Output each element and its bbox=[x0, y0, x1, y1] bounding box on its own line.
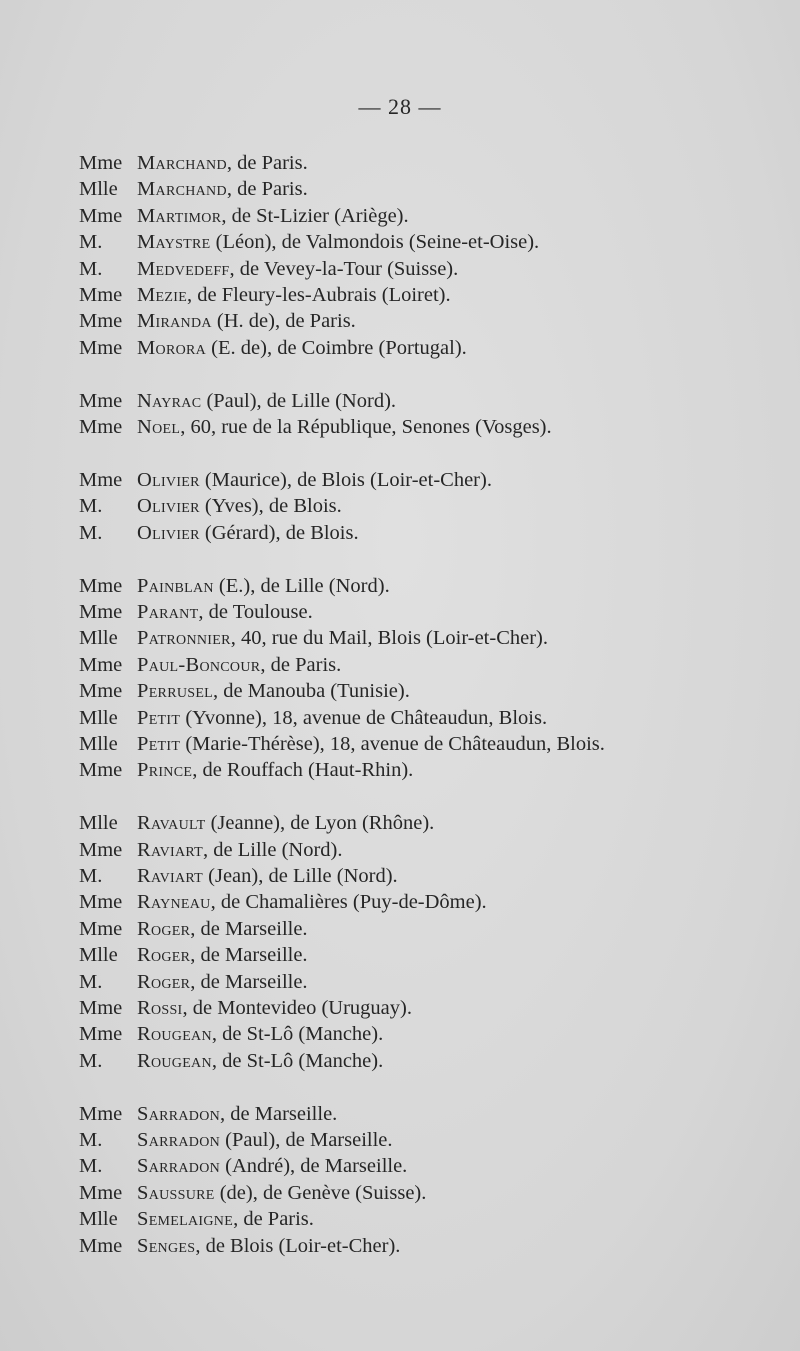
list-item bbox=[0, 388, 800, 414]
entry-group bbox=[0, 467, 800, 546]
entry-name: Morora bbox=[137, 336, 207, 359]
entry-details: (André), de Marseille. bbox=[220, 1155, 408, 1178]
entry-text bbox=[137, 308, 356, 334]
list-item bbox=[0, 1233, 800, 1259]
entry-details: , de Marseille. bbox=[190, 970, 308, 993]
entry-text bbox=[137, 335, 467, 361]
entry-title: Mme bbox=[79, 1023, 123, 1046]
list-item bbox=[0, 150, 800, 176]
list-item bbox=[0, 916, 800, 942]
entry-title: Mlle bbox=[79, 706, 118, 729]
entry-text bbox=[137, 625, 548, 651]
entry-title: Mme bbox=[79, 416, 123, 439]
entry-text bbox=[137, 176, 308, 202]
entry-title: Mme bbox=[79, 283, 123, 306]
list-item bbox=[0, 176, 800, 202]
entry-details: (H. de), de Paris. bbox=[211, 310, 356, 333]
entry-text bbox=[137, 467, 492, 493]
entry-text bbox=[137, 731, 605, 757]
entry-text bbox=[137, 942, 308, 968]
entry-name: Saussure bbox=[137, 1181, 215, 1204]
list-item bbox=[0, 308, 800, 334]
list-item bbox=[0, 203, 800, 229]
list-item bbox=[0, 573, 800, 599]
list-item bbox=[0, 942, 800, 968]
entry-text bbox=[137, 1048, 383, 1074]
entry-title: Mme bbox=[79, 310, 123, 333]
entry-name: Roger bbox=[137, 970, 191, 993]
entry-name: Raviart bbox=[137, 864, 204, 887]
entry-details: (Jeanne), de Lyon (Rhône). bbox=[205, 812, 435, 835]
entry-details: (E.), de Lille (Nord). bbox=[213, 574, 390, 597]
entry-text bbox=[137, 150, 308, 176]
entry-details: , de Blois (Loir-et-Cher). bbox=[195, 1234, 401, 1257]
entry-title: M. bbox=[79, 495, 103, 518]
entry-name: Petit bbox=[137, 732, 181, 755]
entry-title: M. bbox=[79, 257, 103, 280]
list-item bbox=[0, 1206, 800, 1232]
list-item bbox=[0, 837, 800, 863]
entry-name: Marchand bbox=[137, 152, 227, 174]
entry-details: , de Vevey-la-Tour (Suisse). bbox=[229, 257, 459, 280]
list-item bbox=[0, 467, 800, 493]
entry-name: Ravault bbox=[137, 812, 206, 835]
entry-title: Mme bbox=[79, 917, 123, 940]
list-item bbox=[0, 1048, 800, 1074]
entry-details: , de Paris. bbox=[226, 152, 308, 174]
entry-text bbox=[137, 969, 308, 995]
entry-details: , de Paris. bbox=[260, 653, 342, 676]
entry-name: Sarradon bbox=[137, 1129, 221, 1151]
entry-details: , de Marseille. bbox=[190, 944, 308, 967]
list-item bbox=[0, 625, 800, 651]
list-item bbox=[0, 599, 800, 625]
entry-name: Medvedeff bbox=[137, 257, 230, 280]
entry-name: Patronnier bbox=[137, 627, 231, 650]
entry-text bbox=[137, 916, 308, 942]
entry-text bbox=[137, 837, 342, 863]
page-number: — 28 — bbox=[358, 94, 442, 119]
entry-name: Semelaigne bbox=[137, 1208, 234, 1231]
entry-title: M. bbox=[79, 521, 103, 544]
list-item bbox=[0, 256, 800, 282]
entry-text bbox=[137, 414, 552, 440]
list-item bbox=[0, 229, 800, 255]
entry-title: Mme bbox=[79, 1234, 123, 1257]
entry-text bbox=[137, 203, 409, 229]
entry-text bbox=[137, 1180, 426, 1206]
entry-title: Mme bbox=[79, 680, 123, 703]
entry-text bbox=[137, 573, 390, 599]
entry-details: , de St-Lô (Manche). bbox=[211, 1049, 384, 1072]
entry-title: Mme bbox=[79, 574, 123, 597]
entry-title: Mlle bbox=[79, 178, 118, 201]
entry-title: Mlle bbox=[79, 1208, 118, 1231]
entry-details: (E. de), de Coimbre (Portugal). bbox=[206, 336, 467, 359]
entry-details: (de), de Genève (Suisse). bbox=[214, 1181, 427, 1204]
entry-name: Olivier bbox=[137, 495, 200, 518]
entry-name: Roger bbox=[137, 917, 191, 940]
entry-text bbox=[137, 1153, 407, 1179]
entry-name: Rougean bbox=[137, 1023, 212, 1046]
entry-title: M. bbox=[79, 231, 103, 254]
list-item bbox=[0, 335, 800, 361]
entry-name: Roger bbox=[137, 944, 191, 967]
entry-title: Mme bbox=[79, 336, 123, 359]
entry-title: M. bbox=[79, 1129, 103, 1151]
list-item bbox=[0, 652, 800, 678]
entry-details: (Gérard), de Blois. bbox=[199, 521, 359, 544]
list-item bbox=[0, 493, 800, 519]
list-item bbox=[0, 995, 800, 1021]
entry-title: Mme bbox=[79, 838, 123, 861]
entry-name: Olivier bbox=[137, 468, 200, 491]
entry-title: Mlle bbox=[79, 732, 118, 755]
entry-details: , de Fleury-les-Aubrais (Loiret). bbox=[187, 283, 451, 306]
list-item bbox=[0, 757, 800, 783]
entry-name: Nayrac bbox=[137, 389, 202, 412]
entry-text bbox=[137, 599, 313, 625]
entry-details: (Paul), de Lille (Nord). bbox=[201, 389, 397, 412]
list-item bbox=[0, 1180, 800, 1206]
entry-text bbox=[137, 1101, 337, 1127]
entry-details: , de Paris. bbox=[226, 178, 308, 201]
entry-title: M. bbox=[79, 1155, 103, 1178]
entry-title: M. bbox=[79, 864, 103, 887]
entry-name: Paul-Boncour bbox=[137, 653, 261, 676]
entry-details: , de Marseille. bbox=[220, 1102, 338, 1125]
list-item bbox=[0, 1153, 800, 1179]
entry-group bbox=[0, 150, 800, 361]
entry-text bbox=[137, 1127, 393, 1153]
entry-details: , de Montevideo (Uruguay). bbox=[182, 996, 412, 1019]
entry-name: Rougean bbox=[137, 1049, 212, 1072]
entry-name: Olivier bbox=[137, 521, 200, 544]
entry-title: Mme bbox=[79, 468, 123, 491]
entry-name: Marchand bbox=[137, 178, 227, 201]
entry-title: Mme bbox=[79, 152, 123, 174]
list-item bbox=[0, 1127, 800, 1153]
entry-details: , de St-Lizier (Ariège). bbox=[221, 204, 409, 227]
entry-name: Parant bbox=[137, 600, 199, 623]
entry-title: Mme bbox=[79, 1181, 123, 1204]
entry-text bbox=[137, 810, 434, 836]
entry-group bbox=[0, 810, 800, 1074]
entry-name: Senges bbox=[137, 1234, 196, 1257]
entry-details: , 60, rue de la République, Senones (Vosges). bbox=[180, 416, 552, 439]
entry-name: Raviart bbox=[137, 838, 204, 861]
entry-details: (Yves), de Blois. bbox=[199, 495, 342, 518]
entry-name: Painblan bbox=[137, 574, 214, 597]
entry-details: , 40, rue du Mail, Blois (Loir-et-Cher). bbox=[230, 627, 549, 650]
entry-title: Mme bbox=[79, 204, 123, 227]
entry-text bbox=[137, 757, 413, 783]
entry-details: , de Chamalières (Puy-de-Dôme). bbox=[210, 891, 487, 914]
list-item bbox=[0, 705, 800, 731]
entry-details: , de Lille (Nord). bbox=[203, 838, 343, 861]
entry-name: Petit bbox=[137, 706, 181, 729]
list-item bbox=[0, 889, 800, 915]
entry-text bbox=[137, 652, 341, 678]
list-item bbox=[0, 731, 800, 757]
entry-text bbox=[137, 1233, 400, 1259]
entry-details: (Yvonne), 18, avenue de Châteaudun, Blois. bbox=[180, 706, 548, 729]
entry-title: Mme bbox=[79, 389, 123, 412]
list-item bbox=[0, 863, 800, 889]
list-item bbox=[0, 1021, 800, 1047]
entry-text bbox=[137, 678, 410, 704]
entry-text bbox=[137, 388, 396, 414]
entry-text bbox=[137, 520, 359, 546]
list-item bbox=[0, 414, 800, 440]
entry-details: , de Paris. bbox=[233, 1208, 314, 1231]
entry-title: Mme bbox=[79, 891, 123, 914]
entry-title: Mme bbox=[79, 600, 123, 623]
list-item bbox=[0, 520, 800, 546]
entry-group bbox=[0, 388, 800, 441]
entry-name: Perrusel bbox=[137, 680, 214, 703]
entry-text bbox=[137, 282, 451, 308]
entry-details: , de Toulouse. bbox=[198, 600, 313, 623]
entry-details: , de Manouba (Tunisie). bbox=[213, 680, 410, 703]
member-list bbox=[0, 150, 800, 1285]
list-item bbox=[0, 678, 800, 704]
entry-details: (Marie-Thérèse), 18, avenue de Châteaudun, Blois. bbox=[180, 732, 605, 755]
entry-title: Mlle bbox=[79, 812, 118, 835]
entry-details: (Paul), de Marseille. bbox=[220, 1129, 393, 1151]
entry-name: Sarradon bbox=[137, 1102, 221, 1125]
entry-text bbox=[137, 256, 458, 282]
entry-title: M. bbox=[79, 1049, 103, 1072]
entry-text bbox=[137, 493, 342, 519]
entry-text bbox=[137, 995, 412, 1021]
entry-title: Mlle bbox=[79, 944, 118, 967]
entry-title: Mlle bbox=[79, 627, 118, 650]
entry-title: Mme bbox=[79, 1102, 123, 1125]
entry-name: Sarradon bbox=[137, 1155, 221, 1178]
entry-title: M. bbox=[79, 970, 103, 993]
entry-name: Maystre bbox=[137, 231, 211, 254]
entry-group bbox=[0, 573, 800, 784]
entry-details: (Maurice), de Blois (Loir-et-Cher). bbox=[199, 468, 492, 491]
list-item bbox=[0, 969, 800, 995]
entry-text bbox=[137, 1021, 383, 1047]
entry-title: Mme bbox=[79, 759, 123, 782]
entry-details: (Jean), de Lille (Nord). bbox=[203, 864, 398, 887]
entry-details: (Léon), de Valmondois (Seine-et-Oise). bbox=[210, 231, 540, 254]
entry-text bbox=[137, 1206, 314, 1232]
list-item bbox=[0, 282, 800, 308]
entry-text bbox=[137, 705, 547, 731]
entry-text bbox=[137, 889, 487, 915]
entry-name: Prince bbox=[137, 759, 193, 782]
entry-name: Rayneau bbox=[137, 891, 211, 914]
entry-title: Mme bbox=[79, 653, 123, 676]
entry-details: , de Marseille. bbox=[190, 917, 308, 940]
entry-group bbox=[0, 1101, 800, 1259]
entry-text bbox=[137, 229, 539, 255]
list-item bbox=[0, 810, 800, 836]
entry-text bbox=[137, 863, 398, 889]
entry-name: Noel bbox=[137, 416, 181, 439]
entry-details: , de St-Lô (Manche). bbox=[211, 1023, 384, 1046]
entry-details: , de Rouffach (Haut-Rhin). bbox=[192, 759, 414, 782]
entry-name: Mezie bbox=[137, 283, 188, 306]
entry-name: Miranda bbox=[137, 310, 212, 333]
entry-name: Rossi bbox=[137, 996, 183, 1019]
list-item bbox=[0, 1101, 800, 1127]
entry-title: Mme bbox=[79, 996, 123, 1019]
entry-name: Martimor bbox=[137, 204, 222, 227]
